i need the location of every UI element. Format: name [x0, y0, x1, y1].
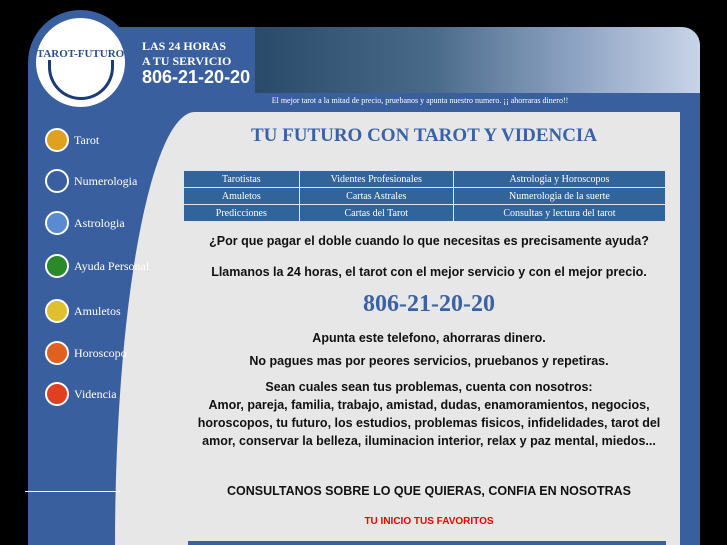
- logo-text: TAROT-FUTURO: [36, 48, 125, 60]
- menu-table: [183, 170, 666, 222]
- menu-link[interactable]: Astrologia y Horoscopos: [453, 171, 665, 188]
- sidebar-item-label: Amuletos: [74, 303, 121, 318]
- sidebar-item-videncia[interactable]: [45, 382, 117, 406]
- logo[interactable]: [28, 10, 133, 115]
- sidebar-item-ayuda-personal[interactable]: [45, 254, 149, 278]
- sidebar-item-numerologia[interactable]: [45, 169, 137, 193]
- home-link[interactable]: TU INICIO: [364, 516, 412, 527]
- tarot-icon: [45, 128, 69, 152]
- header-phone: 806-21-20-20: [142, 67, 251, 87]
- page-title: TU FUTURO CON TAROT Y VIDENCIA: [250, 125, 598, 146]
- tarot-cards-banner: [255, 27, 700, 93]
- favorites-link[interactable]: TUS FAVORITOS: [413, 516, 494, 527]
- videncia-icon: [45, 382, 69, 406]
- problems-title: Sean cuales sean tus problemas, cuenta con nosotros:: [265, 380, 593, 394]
- menu-link[interactable]: Cartas Astrales: [299, 188, 453, 205]
- note-text: Apunta este telefono, ahorraras dinero.: [312, 331, 546, 345]
- sidebar-item-amuletos[interactable]: [45, 299, 121, 323]
- menu-link[interactable]: Cartas del Tarot: [299, 205, 453, 222]
- sidebar-item-tarot[interactable]: [45, 128, 99, 152]
- sidebar-item-label: Horoscopo: [74, 345, 127, 360]
- menu-link[interactable]: Amuletos: [184, 188, 300, 205]
- sidebar-item-label: Tarot: [74, 132, 100, 147]
- footer-bar: [188, 541, 666, 545]
- call-text: Llamanos la 24 horas, el tarot con el mejor servicio y con el mejor precio.: [211, 265, 647, 279]
- ayuda-personal-icon: [45, 254, 69, 278]
- astrologia-icon: [45, 211, 69, 235]
- body-phone: 806-21-20-20: [363, 291, 495, 317]
- header-line2: A TU SERVICIO: [142, 54, 232, 68]
- sidebar-item-label: Videncia: [74, 386, 117, 401]
- amuletos-icon: [45, 299, 69, 323]
- header-line1: LAS 24 HORAS: [142, 39, 227, 53]
- sidebar-item-horoscopo[interactable]: [45, 341, 127, 365]
- numerologia-icon: [45, 169, 69, 193]
- sidebar-item-label: Astrologia: [74, 215, 125, 230]
- menu-link[interactable]: Videntes Profesionales: [299, 171, 453, 188]
- menu-row: [184, 205, 666, 222]
- question-text: ¿Por que pagar el doble cuando lo que necesitas es precisamente ayuda?: [209, 234, 649, 248]
- sidebar-item-label: Numerologia: [74, 173, 138, 188]
- menu-row: [184, 188, 666, 205]
- sidebar-item-astrologia[interactable]: [45, 211, 125, 235]
- menu-row: [184, 171, 666, 188]
- menu-link[interactable]: Consultas y lectura del tarot: [453, 205, 665, 222]
- menu-link[interactable]: Predicciones: [184, 205, 300, 222]
- consult-text: CONSULTANOS SOBRE LO QUE QUIERAS, CONFIA EN NOSOTRAS: [227, 484, 631, 498]
- menu-link[interactable]: Tarotistas: [184, 171, 300, 188]
- divider: [25, 491, 120, 492]
- logo-arc-icon: [48, 60, 114, 100]
- dont-text: No pagues mas por peores servicios, pruebanos y repetiras.: [249, 354, 609, 368]
- tagline: El mejor tarot a la mitad de precio, pruebanos y apunta nuestro numero. ¡¡ ahorraras dinero!!: [271, 96, 569, 105]
- menu-link[interactable]: Numerologia de la suerte: [453, 188, 665, 205]
- horoscopo-icon: [45, 341, 69, 365]
- problems-text: Amor, pareja, familia, trabajo, amistad, dudas, enamoramientos, negocios, horoscopos, tu futuro, los estudios, problemas fisicos, infidelidades, tarot del amor, conservar la belleza, iluminacion interior, relax y paz mental, miedos...: [197, 398, 661, 448]
- sidebar-item-label: Ayuda Personal: [74, 258, 150, 273]
